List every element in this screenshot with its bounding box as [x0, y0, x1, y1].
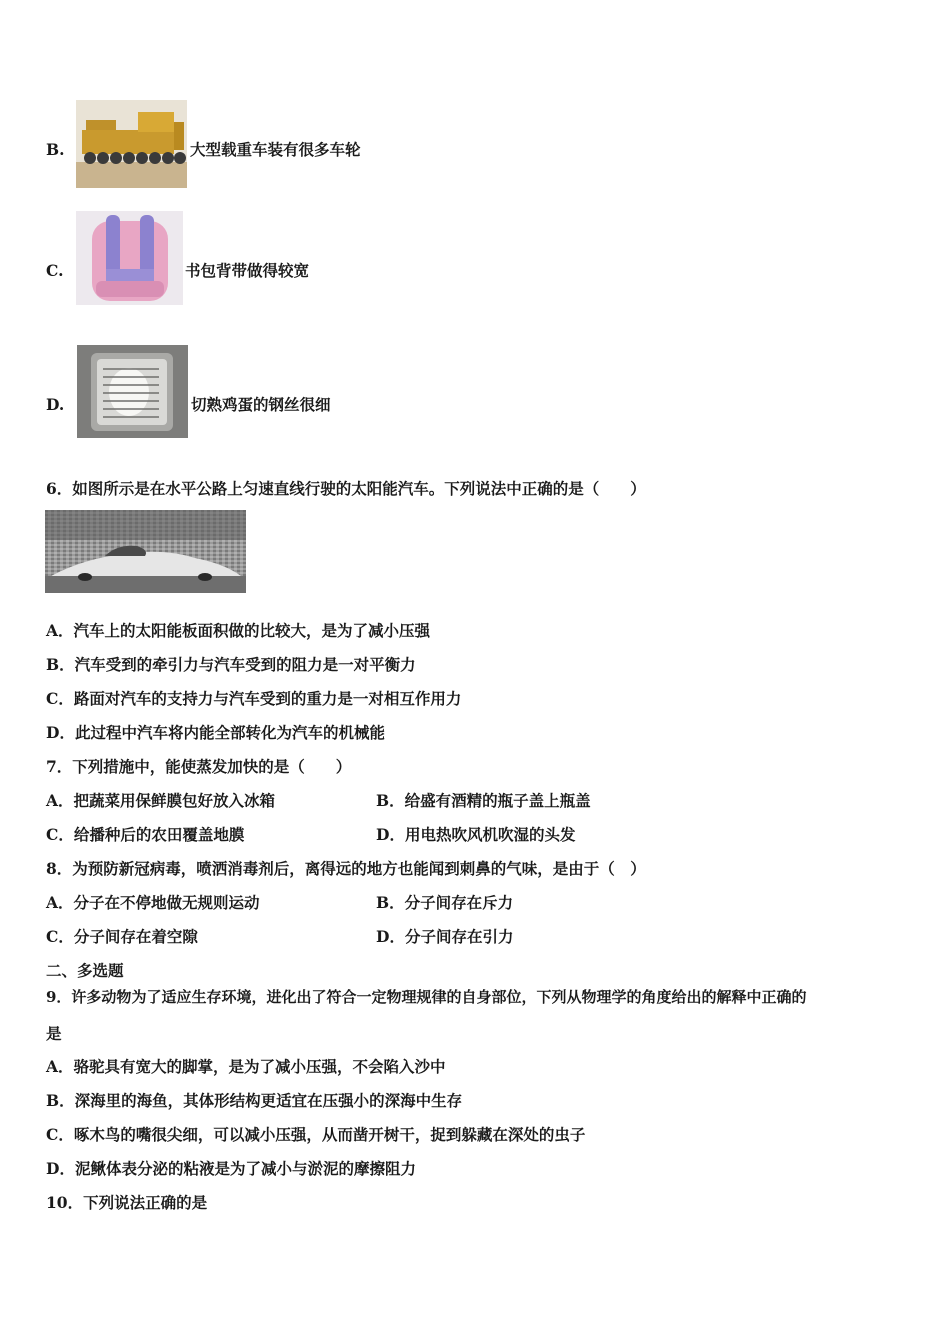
option-c: C．啄木鸟的嘴很尖细，可以减小压强，从而凿开树干，捉到躲藏在深处的虫子 — [46, 1125, 586, 1144]
option-letter: C. — [46, 261, 64, 280]
egg-slicer-photo — [77, 345, 188, 438]
option-text: 书包背带做得较宽 — [185, 261, 310, 280]
question-stem: 6．如图所示是在水平公路上匀速直线行驶的太阳能汽车。下列说法中正确的是（ ） — [46, 479, 646, 498]
option-text: 大型载重车装有很多车轮 — [190, 140, 361, 159]
option-letter: D. — [46, 395, 65, 414]
option-d: D．用电热吹风机吹湿的头发 — [376, 825, 576, 844]
question-10-stem: 10．下列说法正确的是 — [46, 1193, 208, 1212]
option-a: A．骆驼具有宽大的脚掌，是为了减小压强，不会陷入沙中 — [46, 1057, 446, 1076]
option-b: B．分子间存在斥力 — [376, 893, 514, 912]
question-stem: 8．为预防新冠病毒，喷洒消毒剂后，离得远的地方也能闻到刺鼻的气味，是由于（ ） — [46, 859, 646, 878]
option-c: C．给播种后的农田覆盖地膜 — [46, 825, 245, 844]
question-stem-line-2: 是 — [46, 1024, 62, 1043]
question-stem-line-1: 9．许多动物为了适应生存环境，进化出了符合一定物理规律的自身部位，下列从物理学的角度给出的解释中正确的 — [46, 988, 807, 1006]
option-text: 切熟鸡蛋的钢丝很细 — [191, 395, 331, 414]
option-a: A．分子在不停地做无规则运动 — [46, 893, 260, 912]
option-d: D．分子间存在引力 — [376, 927, 514, 946]
heavy-truck-photo — [76, 100, 187, 188]
option-c: C．路面对汽车的支持力与汽车受到的重力是一对相互作用力 — [46, 689, 462, 708]
option-letter: B. — [46, 140, 65, 159]
option-a: A．汽车上的太阳能板面积做的比较大，是为了减小压强 — [46, 621, 431, 640]
backpack-photo — [76, 211, 183, 305]
section-title: 二、多选题 — [46, 961, 124, 980]
option-c: C．分子间存在着空隙 — [46, 927, 198, 946]
option-d: D．泥鳅体表分泌的粘液是为了减小与淤泥的摩擦阻力 — [46, 1159, 416, 1178]
option-b: B．给盛有酒精的瓶子盖上瓶盖 — [376, 791, 591, 810]
option-a: A．把蔬菜用保鲜膜包好放入冰箱 — [46, 791, 276, 810]
solar-car-photo — [45, 510, 246, 593]
option-b: B．深海里的海鱼，其体形结构更适宜在压强小的深海中生存 — [46, 1091, 463, 1110]
question-stem: 7．下列措施中，能使蒸发加快的是（ ） — [46, 757, 352, 776]
option-b: B．汽车受到的牵引力与汽车受到的阻力是一对平衡力 — [46, 655, 416, 674]
option-d: D．此过程中汽车将内能全部转化为汽车的机械能 — [46, 723, 385, 742]
